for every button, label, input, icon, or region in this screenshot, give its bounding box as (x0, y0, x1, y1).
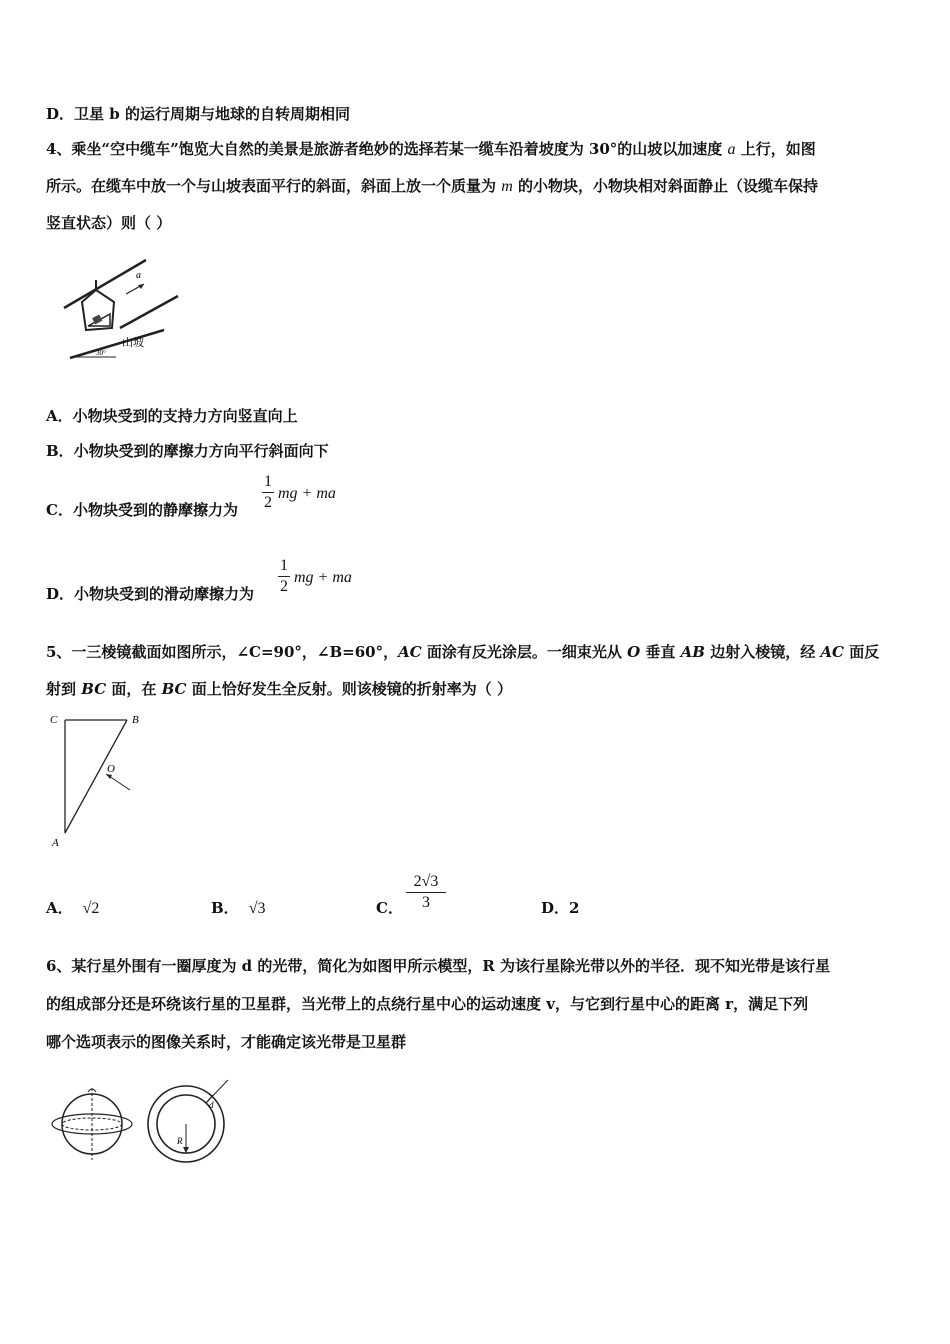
q5-var: AC (398, 643, 422, 661)
slope-label: 山坡 (122, 337, 144, 349)
q4-stem-line2 (46, 175, 818, 196)
q5-var: BC (161, 680, 187, 698)
q5-var: O (627, 643, 641, 661)
q4-option-d[interactable]: D．小物块受到的滑动摩擦力为 (46, 585, 255, 603)
q4-option-a[interactable]: A．小物块受到的支持力方向竖直向上 (46, 407, 298, 425)
q4-text: 的小物块，小物块相对斜面静止（设缆车保持 (512, 177, 819, 195)
q4-text: 4、乘坐“空中缆车”饱览大自然的美景是旅游者绝妙的选择若某一缆车沿着坡度为 30°的山坡以加速度 (46, 140, 728, 158)
label-a: A (52, 837, 59, 849)
cable-line (64, 260, 146, 308)
q5-text: 射到 (46, 680, 82, 698)
prism-figure (46, 710, 150, 850)
q5-text: 面上恰好发生全反射。则该棱镜的折射率为（ ） (186, 680, 512, 698)
label-b: B (132, 714, 139, 726)
q4-var-m: m (501, 178, 513, 195)
q5-text: 边射入棱镜，经 (704, 643, 821, 661)
q4-option-c[interactable]: C．小物块受到的静摩擦力为 (46, 501, 238, 519)
q6-stem-line2: 的组成部分还是环绕该行星的卫星群，当光带上的点绕行星中心的运动速度 v，与它到行星中心的距离 r，满足下列 (46, 995, 809, 1013)
q5-text: 垂直 (640, 643, 681, 661)
q5-text: 面反 (844, 643, 880, 661)
label-r: R (177, 1136, 183, 1146)
option-value: √2 (82, 900, 100, 917)
label-o: O (107, 763, 115, 775)
fraction-numerator: 1 (280, 557, 288, 574)
q5-option-c-fraction (406, 873, 446, 912)
q4-option-c-expr: mg + ma (278, 485, 336, 502)
q4-option-d-fraction (278, 557, 290, 596)
cable-car-figure (62, 258, 190, 370)
q5-option-b[interactable] (211, 897, 265, 918)
q5-text: 5、一三棱镜截面如图所示，∠C=90°，∠B=60°， (46, 643, 399, 661)
accel-label: a (136, 270, 141, 281)
option-label: C． (376, 899, 403, 917)
q4-option-d-expr: mg + ma (294, 569, 352, 586)
q5-option-a[interactable] (46, 897, 99, 918)
option-value: √3 (248, 900, 266, 917)
q5-text: 面，在 (106, 680, 162, 698)
fraction-numerator: 1 (264, 473, 272, 490)
q4-option-b[interactable]: B．小物块受到的摩擦力方向平行斜面向下 (46, 442, 329, 460)
q6-stem-line3: 哪个选项表示的图像关系时，才能确定该光带是卫星群 (46, 1033, 407, 1051)
angle-label: 30° (96, 349, 106, 357)
q5-var: AB (680, 643, 705, 661)
q4-var-a: a (727, 141, 736, 158)
option-label: A． (46, 899, 73, 917)
label-c: C (50, 714, 58, 726)
q3-option-d[interactable]: D．卫星 b 的运行周期与地球的自转周期相同 (46, 105, 350, 123)
planet-figure (48, 1078, 248, 1170)
q5-text: 面涂有反光涂层。一细束光从 (421, 643, 628, 661)
option-label: B． (211, 899, 239, 917)
q5-option-d[interactable]: D．2 (541, 899, 580, 917)
q4-stem-line3: 竖直状态）则（ ） (46, 214, 172, 232)
q4-text: 上行，如图 (735, 140, 816, 158)
ring-cross-section-drawing (148, 1080, 228, 1162)
q5-var: BC (81, 680, 107, 698)
q4-option-c-fraction (262, 473, 274, 512)
q5-var: AC (820, 643, 844, 661)
q4-text: 所示。在缆车中放一个与山坡表面平行的斜面，斜面上放一个质量为 (46, 177, 502, 195)
fraction-numerator: 2√3 (413, 873, 439, 890)
q5-stem-line2 (46, 678, 512, 699)
upper-slope-line (120, 296, 178, 328)
label-d: d (209, 1100, 214, 1110)
prism-side-ab (65, 720, 127, 833)
fraction-denominator: 2 (280, 578, 288, 595)
fraction-denominator: 2 (264, 494, 272, 511)
q5-option-c[interactable] (376, 897, 403, 918)
q6-stem-line1: 6、某行星外围有一圈厚度为 d 的光带，简化为如图甲所示模型，R 为该行星除光带以外的半径．现不知光带是该行星 (46, 957, 831, 975)
slope-line (70, 330, 164, 358)
fraction-denominator: 3 (422, 894, 430, 911)
q5-stem-line1 (46, 641, 879, 662)
planet-with-ring-drawing (52, 1088, 132, 1160)
q4-stem-line1 (46, 138, 816, 159)
